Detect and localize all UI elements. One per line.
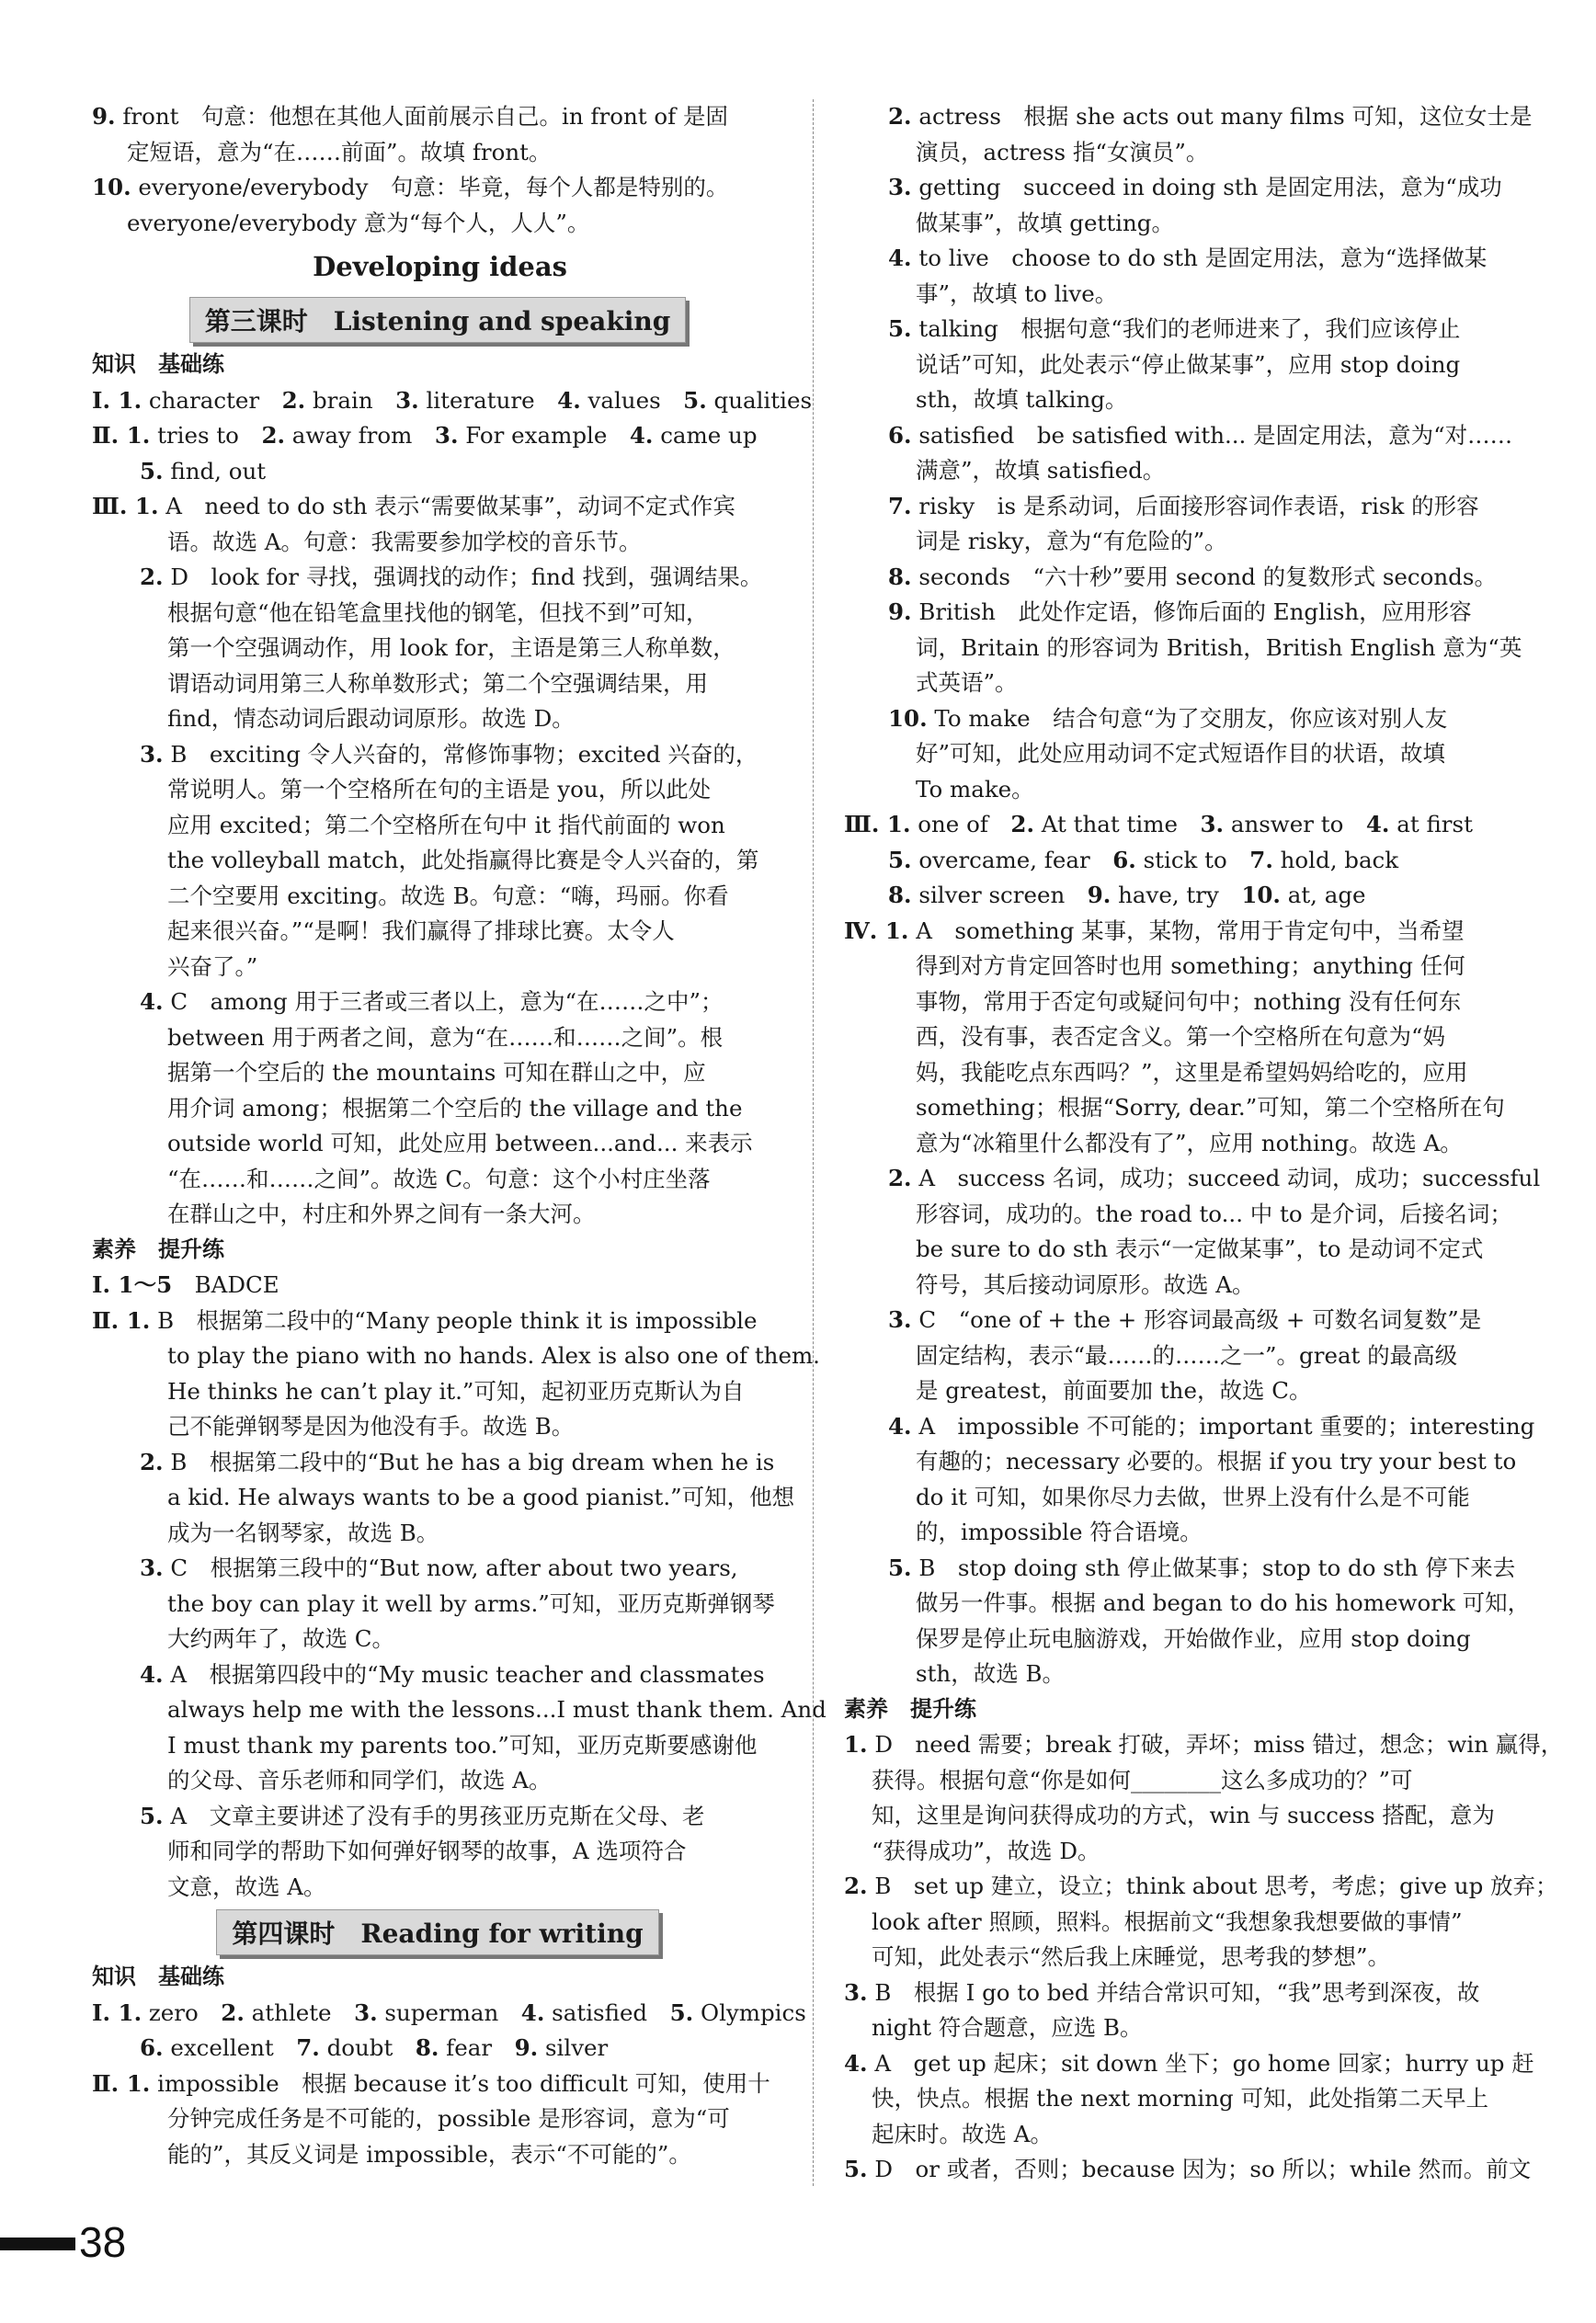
answer-line: 词，Britain 的形容词为 British，British English 意为“英 xyxy=(916,633,1522,661)
answer-line: Ⅲ. 1. A need to do sth 表示“需要做某事”，动词不定式作宾 xyxy=(92,493,735,519)
answer-line: 4. C among 用于三者或三者以上，意为“在……之中”； xyxy=(140,988,724,1015)
answer-line: 2. B 根据第二段中的“But he has a big dream when he is xyxy=(140,1448,775,1475)
answer-line: 保罗是停止玩电脑游戏，开始做作业，应用 stop doing xyxy=(916,1624,1471,1652)
answer-line: 做另一件事。根据 and began to do his homework 可知， xyxy=(916,1589,1531,1616)
lesson-banner-label: 第四课时 Reading for writing xyxy=(216,1909,658,1955)
answer-line: 应用 excited；第二个空格所在句中 it 指代前面的 won xyxy=(167,811,725,838)
answer-line: 10. everyone/everybody 句意：毕竟，每个人都是特别的。 xyxy=(92,174,729,200)
answer-line: 词是 risky，意为“有危险的”。 xyxy=(916,528,1227,554)
section-title: Developing ideas xyxy=(313,251,567,282)
lesson-banner-label: 第三课时 Listening and speaking xyxy=(189,297,687,343)
answer-line: do it 可知，如果你尽力去做，世界上没有什么是不可能 xyxy=(916,1483,1470,1510)
answer-line: Ⅱ. 1. tries to 2. away from 3. For example 4. came up xyxy=(92,422,758,449)
answer-line: 5. A 文章主要讲述了没有手的男孩亚历克斯在父母、老 xyxy=(140,1802,705,1829)
answer-line: 5. overcame, fear 6. stick to 7. hold, back xyxy=(888,846,1399,873)
answer-line: 事”，故填 to live。 xyxy=(916,279,1118,307)
lesson-banner xyxy=(92,292,783,347)
answer-line: To make。 xyxy=(916,775,1034,803)
answer-line: 9. British 此处作定语，修饰后面的 English，应用形容 xyxy=(888,598,1472,625)
answer-line: 妈，我能吃点东西吗？”，这里是希望妈妈给吃的，应用 xyxy=(916,1058,1468,1086)
answer-line: to play the piano with no hands. Alex is also one of them. xyxy=(167,1342,820,1369)
answer-line: 起床时。故选 A。 xyxy=(872,2120,1053,2147)
answer-line: 得到对方肯定回答时也用 something；anything 任何 xyxy=(916,952,1465,979)
answer-line: 常说明人。第一个空格所在句的主语是 you，所以此处 xyxy=(167,776,712,803)
answer-line: Ⅱ. 1. impossible 根据 because it’s too difficult 可知，使用十 xyxy=(92,2069,770,2097)
answer-line: 5. D or 或者，否则；because 因为；so 所以；while 然而。前文 xyxy=(844,2156,1532,2182)
answer-line: 是 greatest，前面要加 the，故选 C。 xyxy=(916,1377,1312,1404)
answer-line: 大约两年了，故选 C。 xyxy=(167,1625,395,1652)
answer-line: 用介词 among；根据第二个空后的 the village and the xyxy=(167,1094,743,1122)
exercise-heading: 知识 基础练 xyxy=(92,1964,224,1989)
answer-line: 3. C 根据第三段中的“But now, after about two years, xyxy=(140,1554,738,1581)
answer-line: the boy can play it well by arms.”可知，亚历克斯弹钢琴 xyxy=(167,1589,775,1617)
answer-line: 2. A success 名词，成功；succeed 动词，成功；successful xyxy=(888,1165,1541,1191)
answer-line: 在群山之中，村庄和外界之间有一条大河。 xyxy=(167,1201,596,1227)
answer-line: “在……和……之间”。故选 C。句意：这个小村庄坐落 xyxy=(167,1165,711,1192)
answer-line: 2. actress 根据 she acts out many films 可知，这位女士是 xyxy=(888,103,1533,130)
answer-line: 快，快点。根据 the next morning 可知，此处指第二天早上 xyxy=(872,2085,1488,2112)
answer-line: 西，没有事，表否定含义。第一个空格所在句意为“妈 xyxy=(916,1023,1446,1050)
answer-line: 形容词，成功的。the road to... 中 to 是介词，后接名词； xyxy=(916,1200,1512,1227)
answer-line: 6. satisfied be satisfied with... 是固定用法，意为“对…… xyxy=(888,421,1513,449)
answer-line: 3. B exciting 令人兴奋的，常修饰事物；excited 兴奋的， xyxy=(140,740,758,768)
answer-line: 1. D need 需要；break 打破，弄坏；miss 错过，想念；win 赢得， xyxy=(844,1731,1564,1758)
answer-line: 固定结构，表示“最……的……之一”。great 的最高级 xyxy=(916,1341,1458,1369)
answer-line: Ⅰ. 1. character 2. brain 3. literature 4. values 5. qualities xyxy=(92,386,813,414)
answer-line: 8. silver screen 9. have, try 10. at, age xyxy=(888,882,1366,908)
answer-line: between 用于两者之间，意为“在……和……之间”。根 xyxy=(167,1023,724,1051)
exercise-heading: 素养 提升练 xyxy=(92,1236,224,1262)
answer-line: 演员，actress 指“女演员”。 xyxy=(916,138,1209,165)
answer-line: 可知，此处表示“然后我上床睡觉，思考我的梦想”。 xyxy=(872,1943,1391,1970)
answer-line: Ⅱ. 1. B 根据第二段中的“Many people think it is impossible xyxy=(92,1306,758,1334)
page-number: 38 xyxy=(79,2218,127,2266)
answer-line: 师和同学的帮助下如何弹好钢琴的故事，A 选项符合 xyxy=(167,1838,687,1864)
answer-line: be sure to do sth 表示“一定做某事”，to 是动词不定式 xyxy=(916,1236,1484,1262)
answer-line: 4. A impossible 不可能的；important 重要的；interesting xyxy=(888,1412,1535,1440)
answer-line: 分钟完成任务是不可能的，possible 是形容词，意为“可 xyxy=(167,2105,730,2132)
answer-line: 5. find, out xyxy=(140,457,267,484)
answer-line: Ⅳ. 1. A something 某事，某物，常用于肯定句中，当希望 xyxy=(844,917,1465,944)
answer-line: 第一个空强调动作，用 look for，主语是第三人称单数， xyxy=(167,634,735,661)
answer-line: 定短语，意为“在……前面”。故填 front。 xyxy=(127,138,552,165)
answer-line: 有趣的；necessary 必要的。根据 if you try your best to xyxy=(916,1448,1517,1475)
answer-line: 5. B stop doing sth 停止做某事；stop to do sth 停下来去 xyxy=(888,1554,1516,1581)
answer-line: a kid. He always wants to be a good pianist.”可知，他想 xyxy=(167,1484,795,1510)
answer-line: 3. getting succeed in doing sth 是固定用法，意为“成功 xyxy=(888,174,1502,200)
answer-line: 兴奋了。” xyxy=(167,952,258,980)
answer-line: Ⅲ. 1. one of 2. At that time 3. answer to 4. at first xyxy=(844,811,1473,837)
answer-line: 语。故选 A。句意：我需要参加学校的音乐节。 xyxy=(167,528,642,555)
answer-line: 5. talking 根据句意“我们的老师进来了，我们应该停止 xyxy=(888,315,1461,342)
answer-line: 满意”，故填 satisfied。 xyxy=(916,457,1166,484)
answer-line: Ⅰ. 1. zero 2. athlete 3. superman 4. satisfied 5. Olympics xyxy=(92,1998,806,2026)
answer-line: 能的”，其反义词是 impossible，表示“不可能的”。 xyxy=(167,2140,691,2168)
answer-line: He thinks he can’t play it.”可知，起初亚历克斯认为自 xyxy=(167,1377,745,1405)
answer-line: sth，故填 talking。 xyxy=(916,386,1128,413)
answer-line: 4. A 根据第四段中的“My music teacher and classmates xyxy=(140,1660,765,1688)
answer-line: 式英语”。 xyxy=(916,669,1018,696)
answer-line: 谓语动词用第三人称单数形式；第二个空强调结果，用 xyxy=(167,669,708,697)
exercise-heading: 知识 基础练 xyxy=(92,352,224,377)
answer-line: 2. B set up 建立，设立；think about 思考，考虑；give up 放弃； xyxy=(844,1873,1558,1899)
answer-line: 10. To make 结合句意“为了交朋友，你应该对别人友 xyxy=(888,704,1448,732)
answer-line: find，情态动词后跟动词原形。故选 D。 xyxy=(167,705,575,732)
exercise-heading: 素养 提升练 xyxy=(844,1696,976,1722)
answer-line: 成为一名钢琴家，故选 B。 xyxy=(167,1519,439,1546)
column-divider xyxy=(813,99,814,2186)
answer-line: 己不能弹钢琴是因为他没有手。故选 B。 xyxy=(167,1413,575,1440)
answer-line: 据第一个空后的 the mountains 可知在群山之中，应 xyxy=(167,1059,706,1086)
answer-line: “获得成功”，故选 D。 xyxy=(872,1837,1100,1864)
answer-line: everyone/everybody 意为“每个人，人人”。 xyxy=(127,209,590,236)
answer-line: outside world 可知，此处应用 between...and... 来表示 xyxy=(167,1130,753,1156)
answer-line: 6. excellent 7. doubt 8. fear 9. silver xyxy=(140,2034,609,2061)
answer-line: 的父母、音乐老师和同学们，故选 A。 xyxy=(167,1767,552,1793)
answer-line: 事物，常用于否定句或疑问句中；nothing 没有任何东 xyxy=(916,987,1462,1015)
page-number-badge xyxy=(0,2215,129,2269)
answer-line: 说话”可知，此处表示“停止做某事”，应用 stop doing xyxy=(916,350,1461,378)
answer-line: 9. front 句意：他想在其他人面前展示自己。in front of 是固 xyxy=(92,103,728,130)
lesson-banner xyxy=(92,1905,783,1960)
answer-line: 2. D look for 寻找，强调找的动作；find 找到，强调结果。 xyxy=(140,564,763,590)
answer-line: 3. C “one of + the + 形容词最高级 + 可数名词复数”是 xyxy=(888,1306,1482,1333)
answer-line: look after 照顾，照料。根据前文“我想象我想要做的事情” xyxy=(872,1907,1463,1935)
answer-line: 文意，故选 A。 xyxy=(167,1873,326,1900)
answer-line: 符号，其后接动词原形。故选 A。 xyxy=(916,1270,1255,1298)
answer-line: 好”可知，此处应用动词不定式短语作目的状语，故填 xyxy=(916,740,1446,767)
left-column xyxy=(92,99,826,2172)
answer-line: 知，这里是询问获得成功的方式，win 与 success 搭配，意为 xyxy=(872,1802,1495,1828)
answer-line: something；根据“Sorry, dear.”可知，第二个空格所在句 xyxy=(916,1094,1505,1121)
answer-line: always help me with the lessons...I must thank them. And xyxy=(167,1696,826,1723)
answer-line: 二个空要用 exciting。故选 B。句意：“嗨，玛丽。你看 xyxy=(167,882,729,909)
answer-line: 4. A get up 起床；sit down 坐下；go home 回家；hurry up 赶 xyxy=(844,2049,1534,2077)
answer-line: 的，impossible 符合语境。 xyxy=(916,1519,1203,1545)
answer-line: 4. to live choose to do sth 是固定用法，意为“选择做某 xyxy=(888,245,1488,271)
answer-line: 做某事”，故填 getting。 xyxy=(916,209,1174,236)
answer-line: 8. seconds “六十秒”要用 second 的复数形式 seconds。 xyxy=(888,563,1497,590)
answer-line: Ⅰ. 1～5 BADCE xyxy=(92,1271,279,1298)
answer-line: 根据句意“他在铅笔盒里找他的钢笔，但找不到”可知， xyxy=(167,598,709,626)
right-column xyxy=(844,99,1564,2188)
answer-line: 7. risky is 是系动词，后面接形容词作表语，risk 的形容 xyxy=(888,492,1479,519)
answer-line: the volleyball match，此处指赢得比赛是令人兴奋的，第 xyxy=(167,847,759,873)
page-number-bar xyxy=(0,2238,75,2250)
answer-line: I must thank my parents too.”可知，亚历克斯要感谢他 xyxy=(167,1731,758,1759)
answer-line: 起来很兴奋。”“是啊！我们赢得了排球比赛。太令人 xyxy=(167,917,675,944)
answer-line: night 符合题意，应选 B。 xyxy=(872,2014,1143,2041)
answer-line: sth，故选 B。 xyxy=(916,1660,1065,1687)
answer-line: 意为“冰箱里什么都没有了”，应用 nothing。故选 A。 xyxy=(916,1129,1463,1156)
answer-line: 获得。根据句意“你是如何________这么多成功的？”可 xyxy=(872,1766,1413,1793)
answer-line: 3. B 根据 I go to bed 并结合常识可知，“我”思考到深夜，故 xyxy=(844,1978,1480,2006)
